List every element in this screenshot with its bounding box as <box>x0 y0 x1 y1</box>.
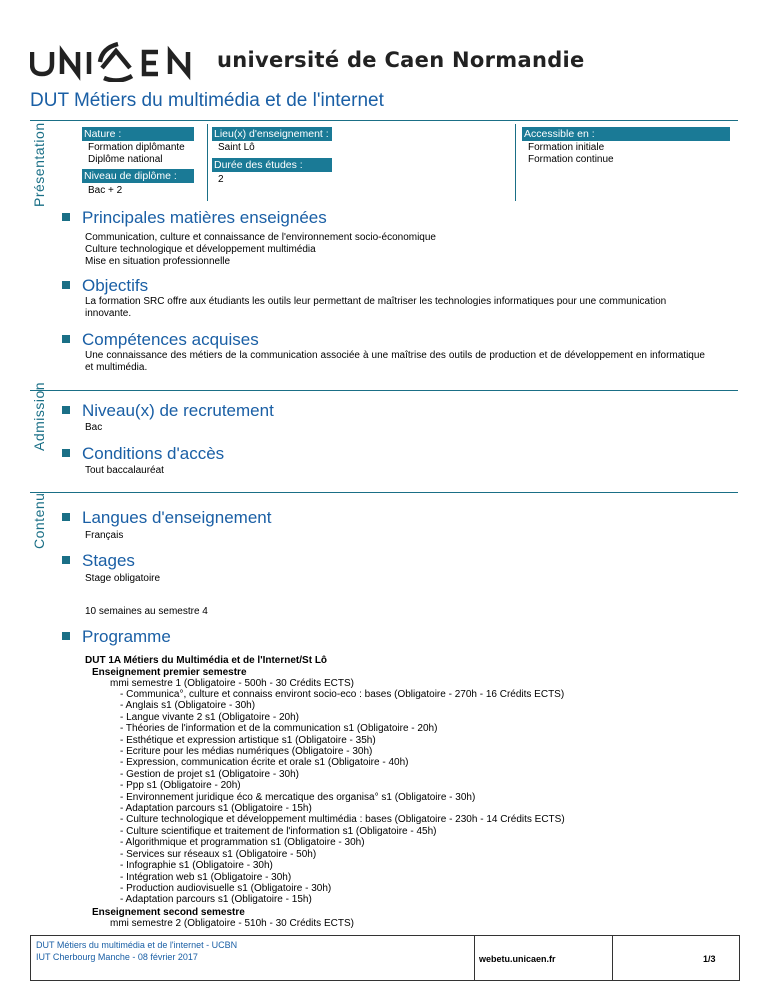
bullet-icon <box>62 632 70 640</box>
matieres-line: Culture technologique et développement multimédia <box>85 244 316 255</box>
divider-right <box>515 124 516 201</box>
bullet-icon <box>62 335 70 343</box>
heading-programme: Programme <box>62 627 171 647</box>
nature-label: Nature : <box>82 127 194 141</box>
niveau-diplome-value: Bac + 2 <box>88 185 123 196</box>
matieres-line: Communication, culture et connaissance de l'environnement socio-économique <box>85 232 436 243</box>
course-item: - Ecriture pour les médias numériques (Obligatoire - 30h) <box>120 746 373 758</box>
semester-2-title: Enseignement second semestre <box>92 907 245 918</box>
course-item: - Esthétique et expression artistique s1 (Obligatoire - 35h) <box>120 734 376 746</box>
university-name: université de Caen Normandie <box>217 48 585 72</box>
course-item: - Algorithmique et programmation s1 (Obligatoire - 30h) <box>120 837 365 849</box>
course-item: - Gestion de projet s1 (Obligatoire - 30h) <box>120 768 299 780</box>
conditions-text: Tout baccalauréat <box>85 465 164 476</box>
programme-heading: DUT 1A Métiers du Multimédia et de l'Internet/St Lô <box>85 655 328 666</box>
matieres-line: Mise en situation professionnelle <box>85 256 231 267</box>
course-item: - Expression, communication écrite et orale s1 (Obligatoire - 40h) <box>120 757 409 769</box>
lieu-value: Saint Lô <box>218 142 255 153</box>
divider-left <box>207 124 208 201</box>
heading-langues: Langues d'enseignement <box>62 508 271 528</box>
bullet-icon <box>62 449 70 457</box>
competences-text: Une connaissance des métiers de la communication associée à une maîtrise des outils de production et de développement en informatique et multimédia. <box>85 350 705 373</box>
course-item: - Ppp s1 (Obligatoire - 20h) <box>120 780 241 792</box>
semester-1-title: Enseignement premier semestre <box>92 667 247 678</box>
footer-line-2: IUT Cherbourg Manche - 08 février 2017 <box>36 952 198 962</box>
footer-line-1: DUT Métiers du multimédia et de l'internet - UCBN <box>36 940 238 950</box>
semester-1-course-list <box>120 689 565 906</box>
footer-divider <box>474 935 475 981</box>
course-item: - Intégration web s1 (Obligatoire - 30h) <box>120 871 292 883</box>
lieu-label: Lieu(x) d'enseignement : <box>212 127 332 141</box>
accessible-value-1: Formation initiale <box>528 142 605 153</box>
semester-1-subtitle: mmi semestre 1 (Obligatoire - 500h - 30 Crédits ECTS) <box>110 678 354 689</box>
footer-website: webetu.unicaen.fr <box>479 954 556 964</box>
accessible-value-2: Formation continue <box>528 154 614 165</box>
heading-conditions: Conditions d'accès <box>62 444 224 464</box>
nature-value-2: Diplôme national <box>88 154 163 165</box>
document-title: DUT Métiers du multimédia et de l'internet <box>30 90 384 111</box>
course-item: - Adaptation parcours s1 (Obligatoire - 15h) <box>120 803 312 815</box>
objectifs-text: La formation SRC offre aux étudiants les outils leur permettant de maîtriser les technologies informatiques pour une communication innovante. <box>85 296 667 319</box>
course-item: - Communica°, culture et connaiss environt socio-eco : bases (Obligatoire - 270h - 16 Crédits ECTS) <box>120 689 565 700</box>
stages-line-1: Stage obligatoire <box>85 573 161 584</box>
course-item: - Anglais s1 (Obligatoire - 30h) <box>120 700 256 712</box>
langues-text: Français <box>85 530 124 541</box>
unicaen-logo <box>30 38 208 87</box>
accessible-label: Accessible en : <box>522 127 730 141</box>
duree-value: 2 <box>218 174 224 185</box>
course-item: - Théories de l'information et de la communication s1 (Obligatoire - 20h) <box>120 723 438 735</box>
bullet-icon <box>62 406 70 414</box>
side-label-contenu: Contenu <box>31 492 47 549</box>
section-rule-admission <box>30 390 738 391</box>
duree-label: Durée des études : <box>212 158 332 172</box>
heading-objectifs: Objectifs <box>62 276 148 296</box>
bullet-icon <box>62 281 70 289</box>
stages-line-2: 10 semaines au semestre 4 <box>85 606 208 617</box>
course-item: - Services sur réseaux s1 (Obligatoire - 50h) <box>120 848 317 860</box>
bullet-icon <box>62 556 70 564</box>
niveau-recrutement-text: Bac <box>85 422 103 433</box>
heading-competences: Compétences acquises <box>62 330 259 350</box>
footer-divider <box>612 935 613 981</box>
side-label-admission: Admission <box>31 381 47 451</box>
heading-niveau-recrutement: Niveau(x) de recrutement <box>62 401 274 421</box>
section-rule-presentation <box>30 120 738 121</box>
course-item: - Adaptation parcours s1 (Obligatoire - 15h) <box>120 894 312 906</box>
heading-matieres: Principales matières enseignées <box>62 208 327 228</box>
bullet-icon <box>62 513 70 521</box>
course-item: - Culture technologique et développement multimédia : bases (Obligatoire - 230h - 14 Crédits ECTS) <box>120 814 565 826</box>
course-item: - Production audiovisuelle s1 (Obligatoire - 30h) <box>120 882 332 894</box>
bullet-icon <box>62 213 70 221</box>
semester-2-subtitle: mmi semestre 2 (Obligatoire - 510h - 30 Crédits ECTS) <box>110 918 354 929</box>
course-item: - Culture scientifique et traitement de l'information s1 (Obligatoire - 45h) <box>120 825 437 837</box>
section-rule-contenu <box>30 492 738 493</box>
page-number: 1/3 <box>703 954 716 964</box>
course-item: - Environnement juridique éco & mercatique des organisa° s1 (Obligatoire - 30h) <box>120 791 476 803</box>
course-item: - Infographie s1 (Obligatoire - 30h) <box>120 860 273 872</box>
heading-stages: Stages <box>62 551 135 571</box>
course-item: - Langue vivante 2 s1 (Obligatoire - 20h) <box>120 711 299 723</box>
niveau-diplome-label: Niveau de diplôme : <box>82 169 194 183</box>
footer-info <box>36 939 237 963</box>
nature-value-1: Formation diplômante <box>88 142 185 153</box>
side-label-presentation: Présentation <box>31 122 47 207</box>
